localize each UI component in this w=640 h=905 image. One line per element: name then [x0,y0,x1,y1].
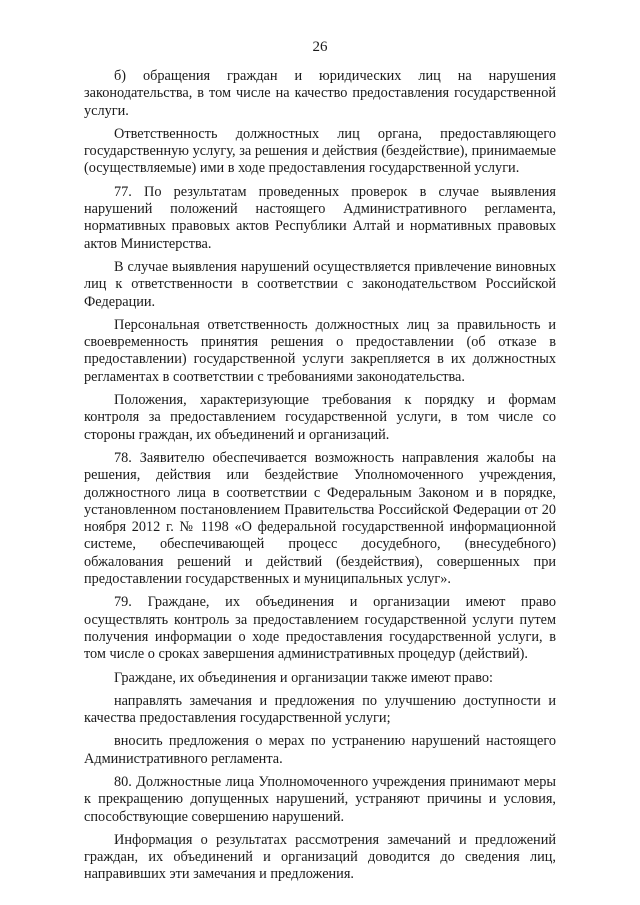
paragraph-79: 79. Граждане, их объединения и организации имеют право осуществлять контроль за предоставлением государственной услуги путем получения информации о ходе предоставления государственной услуги, в том числе о сроках завершения административных процедур (действий). [84,594,556,663]
paragraph-results-information: Информация о результатах рассмотрения замечаний и предложений граждан, их объединений и организаций доводится до сведения лиц, направивших эти замечания и предложения. [84,831,556,883]
paragraph-complaints: б) обращения граждан и юридических лиц на нарушения законодательства, в том числе на качество предоставления государственной услуги. [84,68,556,119]
paragraph-violations: В случае выявления нарушений осуществляется привлечение виновных лиц к ответственности в соответствии с законодательством Российской Федерации. [84,258,556,310]
document-body [84,68,556,890]
paragraph-control-requirements: Положения, характеризующие требования к порядку и формам контроля за предоставлением государственной услуги, в том числе со стороны граждан, их объединений и организаций. [84,392,556,443]
paragraph-citizen-rights: Граждане, их объединения и организации также имеют право: [114,669,494,686]
paragraph-official-responsibility: Ответственность должностных лиц органа, предоставляющего государственную услугу, за решения и действия (бездействие), принимаемые (осуществляемые) ими в ходе предоставления государственной услуги. [84,125,556,177]
paragraph-personal-responsibility: Персональная ответственность должностных лиц за правильность и своевременность принятия решения о предоставлении (об отказе в предоставлении) государственной услуги закрепляется в их должностных регламентах в соответствии с требованиями законодательства. [84,316,556,385]
paragraph-78: 78. Заявителю обеспечивается возможность направления жалобы на решения, действия или бездействие Уполномоченного учреждения, должностного лица в соответствии с Федеральным Законом и в порядке, установленном постановлением Правительства Российской Федерации от 20 ноября 2012 г. № 1198 «О федеральной государственной информационной системе, обеспечивающей процесс досудебного, (внесудебного) обжалования решений и действий (бездействия), совершенных при предоставлении государственных и муниципальных услуг». [84,449,556,588]
paragraph-77: 77. По результатам проведенных проверок в случае выявления нарушений положений настоящего Административного регламента, нормативных правовых актов Республики Алтай и нормативных правовых актов Министерства. [84,183,556,252]
paragraph-send-comments: направлять замечания и предложения по улучшению доступности и качества предоставления государственной услуги; [84,692,556,727]
page-number: 26 [312,39,328,55]
paragraph-80: 80. Должностные лица Уполномоченного учреждения принимают меры к прекращению допущенных нарушений, устраняют причины и условия, способствующие совершению нарушений. [84,773,556,825]
paragraph-submit-proposals: вносить предложения о мерах по устранению нарушений настоящего Административного регламента. [84,733,556,767]
